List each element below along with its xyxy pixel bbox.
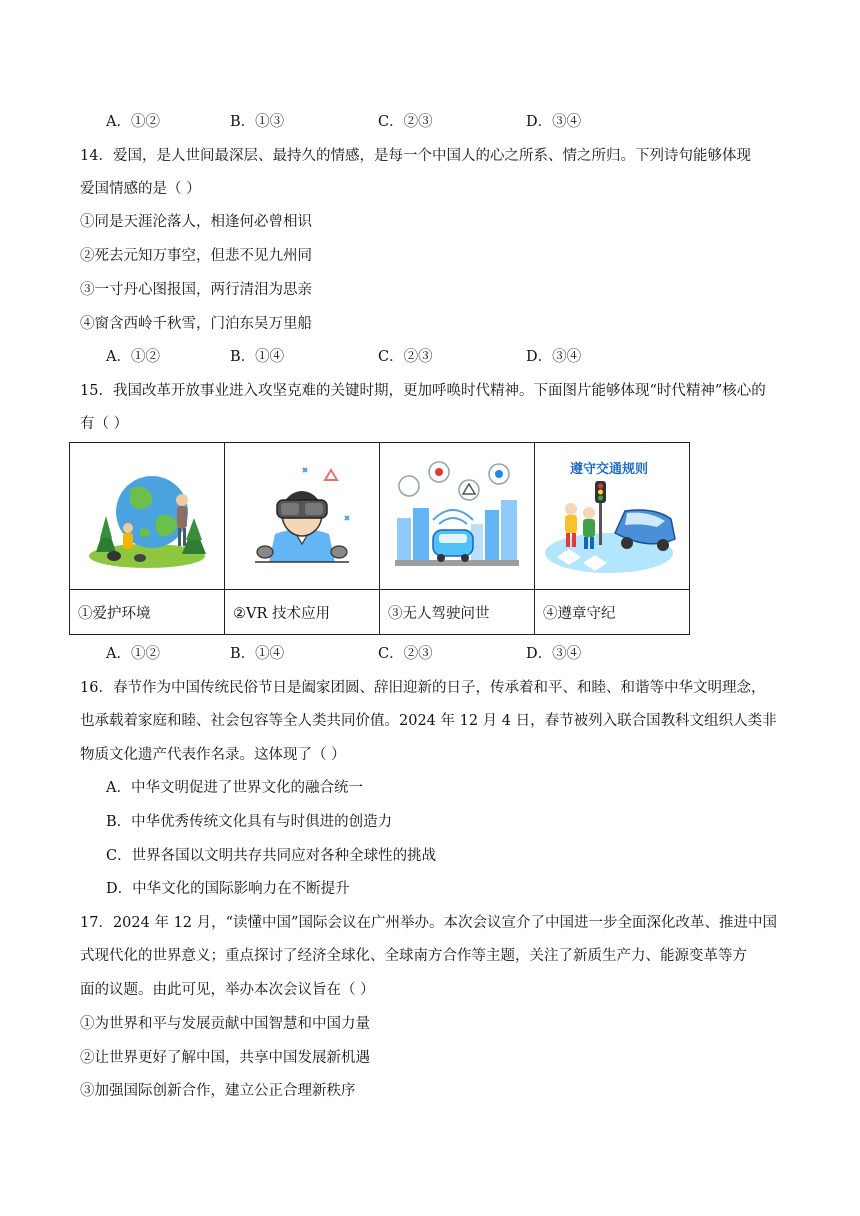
option-c[interactable]: C．②③ [378,646,433,662]
q14-stem-line1: 14．爱国，是人世间最深层、最持久的情感，是每一个中国人的心之所系、情之所归。下列诗句能够体现 [80,148,751,164]
q17-stem-line3: 面的议题。由此可见，举办本次会议旨在（ ） [80,982,375,998]
option-b[interactable]: B．①③ [230,114,285,130]
q14-item-4: ④窗含西岭千秋雪，门泊东吴万里船 [80,316,312,332]
traffic-sign-text: 遵守交通规则 [569,462,649,477]
picture-cell-vr [225,443,380,590]
option-b[interactable]: B．①④ [230,646,285,662]
q16-choice-a[interactable]: A．中华文明促进了世界文化的融合统一 [106,780,363,796]
q17-item-3: ③加强国际创新合作，建立公正合理新秩序 [80,1083,356,1099]
q14-options [106,347,606,367]
option-b[interactable]: B．①④ [230,349,285,365]
option-a[interactable]: A．①② [106,349,160,365]
option-c[interactable]: C．②③ [378,114,433,130]
option-d[interactable]: D．③④ [526,646,582,662]
q16-stem-line1: 16．春节作为中国传统民俗节日是阖家团圆、辞旧迎新的日子，传承着和平、和睦、和谐等中华文明理念， [80,680,766,696]
q16-choice-b[interactable]: B．中华优秀传统文化具有与时俱进的创造力 [106,814,393,830]
driverless-car-illustration [387,460,527,572]
q15-stem-line1: 15．我国改革开放事业进入攻坚克难的关键时期，更加呼唤时代精神。下面图片能够体现“时代精神”核心的 [80,383,766,399]
q17-stem-line1: 17．2024 年 12 月，“读懂中国”国际会议在广州举办。本次会议宣介了中国进一步全面深化改革、推进中国 [80,915,777,931]
option-a[interactable]: A．①② [106,646,160,662]
q17-stem-line2: 式现代化的世界意义；重点探讨了经济全球化、全球南方合作等主题，关注了新质生产力、能源变革等方 [80,948,747,964]
caption-traffic: ④遵章守纪 [535,590,690,635]
picture-cell-driverless [380,443,535,590]
q16-stem-line2: 也承载着家庭和睦、社会包容等全人类共同价值。2024 年 12 月 4 日，春节被列入联合国教科文组织人类非 [80,713,777,729]
q15-options [106,644,606,664]
option-d[interactable]: D．③④ [526,114,582,130]
caption-vr: ②VR 技术应用 [225,590,380,635]
q13-options [106,112,606,132]
q16-choice-d[interactable]: D．中华文化的国际影响力在不断提升 [106,881,350,897]
q17-item-1: ①为世界和平与发展贡献中国智慧和中国力量 [80,1016,370,1032]
caption-environment: ①爱护环境 [70,590,225,635]
q14-item-1: ①同是天涯沦落人，相逢何必曾相识 [80,214,312,230]
q15-picture-table [69,442,690,635]
q14-item-3: ③一寸丹心图报国，两行清泪为思亲 [80,282,312,298]
vr-illustration [237,460,367,572]
q15-stem-line2: 有（ ） [80,416,129,432]
option-c[interactable]: C．②③ [378,349,433,365]
q16-stem-line3: 物质文化遗产代表作名录。这体现了（ ） [80,747,346,763]
option-a[interactable]: A．①② [106,114,160,130]
q14-item-2: ②死去元知万事空，但悲不见九州同 [80,248,312,264]
q14-stem-line2: 爱国情感的是（ ） [80,181,201,197]
caption-driverless: ③无人驾驶问世 [380,590,535,635]
option-d[interactable]: D．③④ [526,349,582,365]
traffic-rules-illustration [539,453,685,579]
environment-illustration [82,460,212,572]
picture-cell-traffic [535,443,690,590]
picture-cell-environment [70,443,225,590]
q16-choice-c[interactable]: C．世界各国以文明共存共同应对各种全球性的挑战 [106,848,437,864]
q17-item-2: ②让世界更好了解中国，共享中国发展新机遇 [80,1050,370,1066]
